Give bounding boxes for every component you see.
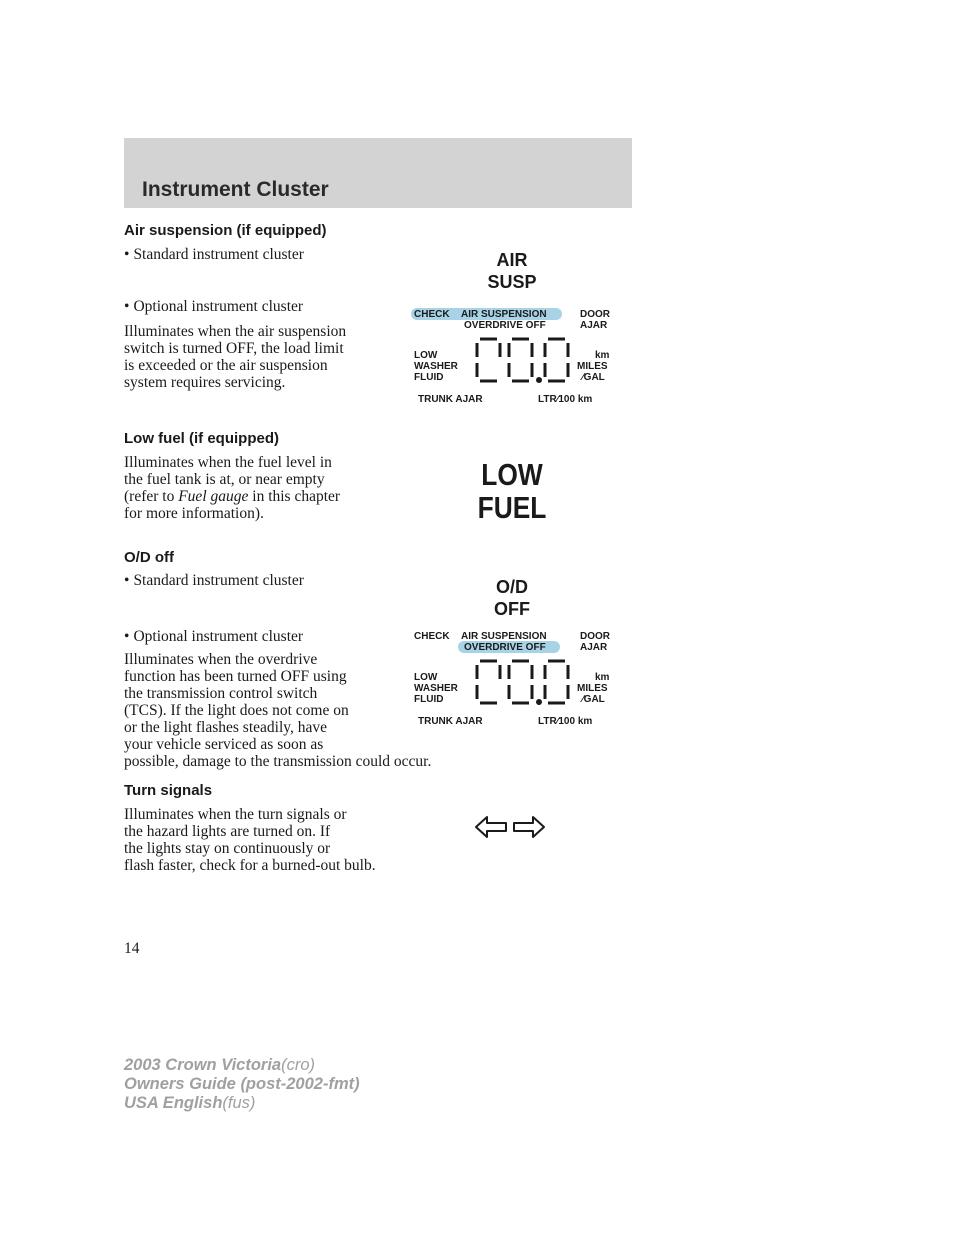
indicator-line: FUEL — [477, 490, 547, 525]
footer-model-code: (cro) — [281, 1056, 316, 1074]
label-low: LOW — [414, 672, 438, 683]
heading-turn-signals: Turn signals — [124, 782, 213, 799]
label-washer: WASHER — [414, 683, 458, 694]
air-susp-indicator — [470, 249, 554, 293]
label-check: CHECK — [414, 631, 450, 642]
od-body-line: or the light flashes steadily, have — [124, 719, 328, 736]
label-air-suspension: AIR SUSPENSION — [461, 309, 547, 320]
label-km: km — [595, 672, 610, 683]
label-miles: MILES — [577, 361, 608, 372]
air-body-line: is exceeded or the air suspension — [124, 357, 328, 374]
footer-guide: Owners Guide (post-2002-fmt) — [124, 1075, 360, 1093]
optional-cluster-display-air — [410, 306, 616, 404]
bullet-optional-cluster: • Optional instrument cluster — [124, 628, 303, 645]
turn-body-line: the lights stay on continuously or — [124, 840, 331, 857]
footer-line — [124, 1075, 360, 1094]
label-trunk-ajar: TRUNK AJAR — [418, 394, 483, 405]
label-fluid: FLUID — [414, 694, 444, 705]
label-overdrive-off: OVERDRIVE OFF — [464, 320, 546, 331]
heading-low-fuel: Low fuel (if equipped) — [124, 430, 279, 447]
heading-air-suspension: Air suspension (if equipped) — [124, 222, 327, 239]
label-gal: ∕GAL — [582, 694, 605, 705]
heading-od-off: O/D off — [124, 549, 174, 566]
label-gal: ∕GAL — [582, 372, 605, 383]
indicator-line: OFF — [494, 599, 530, 619]
low-fuel-indicator — [468, 458, 556, 524]
footer-line — [124, 1056, 315, 1075]
bullet-optional-cluster: • Optional instrument cluster — [124, 298, 303, 315]
label-ajar: AJAR — [580, 642, 608, 653]
od-body-line: your vehicle serviced as soon as — [124, 736, 324, 753]
turn-body-line: flash faster, check for a burned-out bulb. — [124, 857, 376, 874]
label-km: km — [595, 350, 610, 361]
label-door: DOOR — [580, 309, 610, 320]
od-body-line: function has been turned OFF using — [124, 668, 347, 685]
label-fluid: FLUID — [414, 372, 444, 383]
od-body-line: possible, damage to the transmission could occur. — [124, 753, 432, 770]
od-body-line: the transmission control switch — [124, 685, 318, 702]
fuel-ref-post: in this chapter — [248, 488, 341, 505]
fuel-body-line: the fuel tank is at, or near empty — [124, 471, 325, 488]
indicator-line: AIR — [496, 250, 528, 270]
label-miles: MILES — [577, 683, 608, 694]
indicator-line: LOW — [481, 457, 543, 492]
bullet-standard-cluster: • Standard instrument cluster — [124, 572, 304, 589]
fuel-gauge-ref: Fuel gauge — [178, 488, 249, 505]
od-body-line: (TCS). If the light does not come on — [124, 702, 349, 719]
fuel-body-line-ref — [124, 488, 340, 505]
footer-language: USA English — [124, 1094, 223, 1112]
chapter-title: Instrument Cluster — [142, 178, 329, 201]
page-number: 14 — [124, 940, 140, 957]
label-ltr-100km: LTR∕100 km — [538, 716, 593, 727]
indicator-line: O/D — [495, 577, 528, 597]
footer-line — [124, 1094, 255, 1113]
label-overdrive-off: OVERDRIVE OFF — [464, 642, 546, 653]
optional-cluster-display-od — [410, 628, 616, 726]
bullet-standard-cluster: • Standard instrument cluster — [124, 246, 304, 263]
air-body-line: Illuminates when the air suspension — [124, 323, 347, 340]
label-ajar: AJAR — [580, 320, 608, 331]
air-body-line: system requires servicing. — [124, 374, 286, 391]
fuel-ref-pre: (refer to — [124, 488, 179, 505]
turn-signal-arrows-icon — [474, 815, 546, 839]
turn-body-line: the hazard lights are turned on. If — [124, 823, 331, 840]
air-body-line: switch is turned OFF, the load limit — [124, 340, 344, 357]
footer-language-code: (fus) — [222, 1094, 256, 1112]
turn-body-line: Illuminates when the turn signals or — [124, 806, 347, 823]
label-ltr-100km: LTR∕100 km — [538, 394, 593, 405]
fuel-body-line: Illuminates when the fuel level in — [124, 454, 332, 471]
chapter-header-band — [124, 138, 632, 208]
label-trunk-ajar: TRUNK AJAR — [418, 716, 483, 727]
label-door: DOOR — [580, 631, 610, 642]
od-off-indicator — [470, 576, 554, 620]
fuel-body-line: for more information). — [124, 505, 264, 522]
label-check: CHECK — [414, 309, 450, 320]
label-air-suspension: AIR SUSPENSION — [461, 631, 547, 642]
indicator-line: SUSP — [487, 272, 537, 292]
right-arrow-icon — [514, 817, 544, 837]
od-body-line: Illuminates when the overdrive — [124, 651, 318, 668]
label-low: LOW — [414, 350, 438, 361]
left-arrow-icon — [476, 817, 506, 837]
footer-model: 2003 Crown Victoria — [124, 1056, 282, 1074]
label-washer: WASHER — [414, 361, 458, 372]
